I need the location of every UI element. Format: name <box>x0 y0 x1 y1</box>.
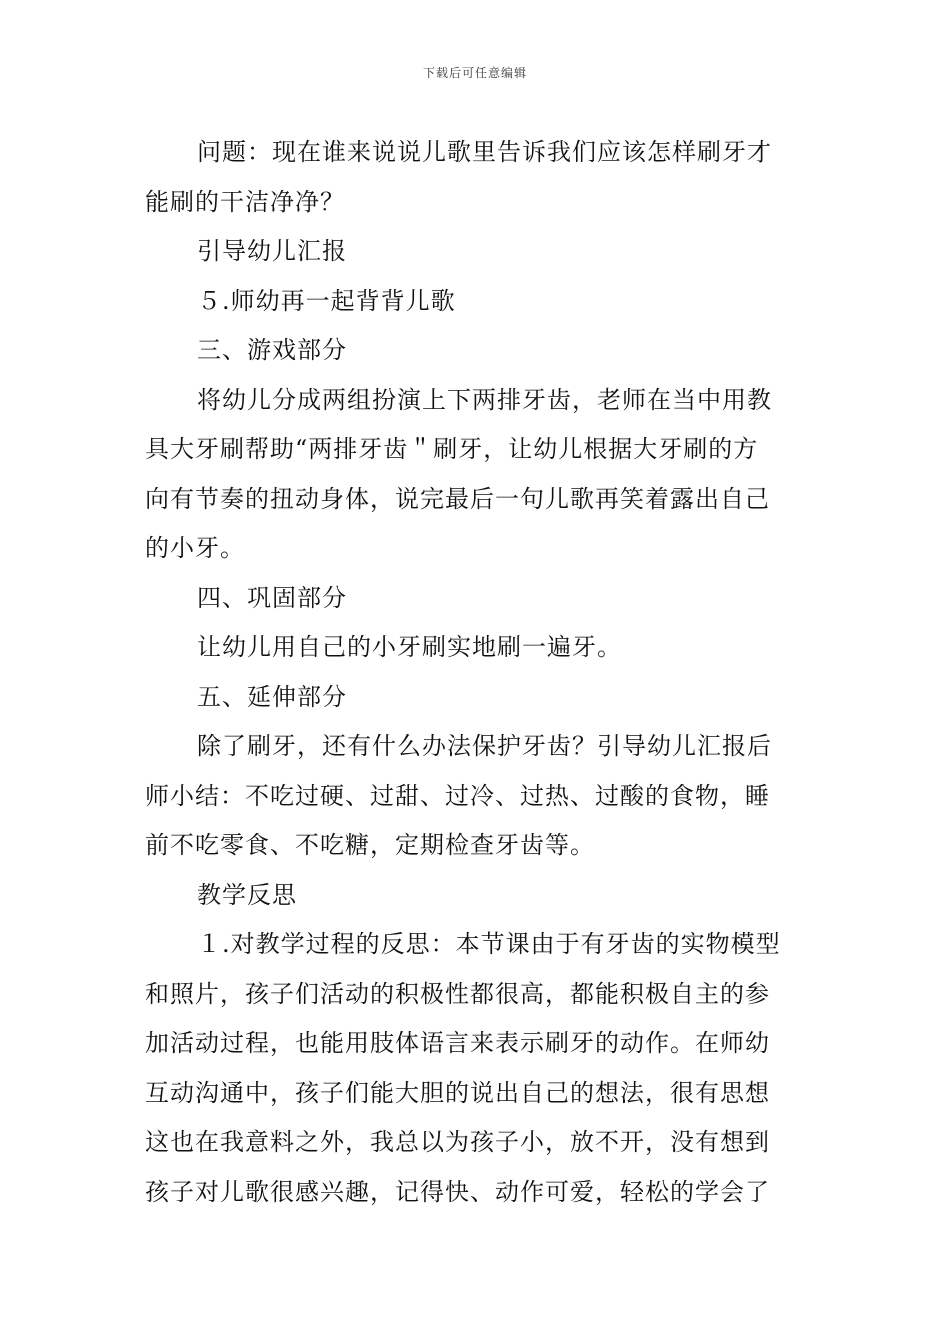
text-line: 向有节奏的扭动身体，说完最后一句儿歌再笑着露出自己 <box>145 484 770 513</box>
text-line: 教学反思 <box>197 880 297 909</box>
text-line: ５.师幼再一起背背儿歌 <box>197 286 456 315</box>
text-line: 五、延伸部分 <box>197 682 347 711</box>
page-header: 下载后可任意编辑 <box>422 66 527 80</box>
text-line: 让幼儿用自己的小牙刷实地刷一遍牙。 <box>197 633 622 661</box>
text-line: 和照片，孩子们活动的积极性都很高，都能积极自主的参 <box>145 979 770 1008</box>
section-heading-extension <box>145 673 810 723</box>
text-line: 除了刷牙，还有什么办法保护牙齿？引导幼儿汇报后 <box>197 732 772 760</box>
paragraph-game <box>145 376 810 574</box>
text-line: 加活动过程，也能用肢体语言来表示刷牙的动作。在师幼 <box>145 1029 770 1057</box>
text-line: 能刷的干洁净净？ <box>145 187 345 216</box>
text-line: 引导幼儿汇报 <box>197 237 347 265</box>
section-heading-reflection <box>145 871 810 921</box>
paragraph-step-5 <box>145 277 810 327</box>
text-line: 四、巩固部分 <box>197 583 347 612</box>
text-line: 具大牙刷帮助“两排牙齿＂刷牙，让幼儿根据大牙刷的方 <box>145 435 759 463</box>
section-heading-game <box>145 326 810 376</box>
paragraph-question <box>145 128 810 227</box>
text-line: 前不吃零食、不吃糖，定期检查牙齿等。 <box>145 831 595 859</box>
text-line: １.对教学过程的反思：本节课由于有牙齿的实物模型 <box>197 930 781 958</box>
paragraph-guide-report <box>145 227 810 277</box>
text-line: 互动沟通中，孩子们能大胆的说出自己的想法，很有思想 <box>145 1078 770 1107</box>
paragraph-consolidate <box>145 623 810 673</box>
text-line: 孩子对儿歌很感兴趣，记得快、动作可爱，轻松的学会了 <box>145 1177 770 1206</box>
text-line: 的小牙。 <box>145 534 245 562</box>
section-heading-consolidate <box>145 574 810 624</box>
text-line: 三、游戏部分 <box>197 336 347 364</box>
text-line: 问题：现在谁来说说儿歌里告诉我们应该怎样刷牙才 <box>197 138 772 166</box>
paragraph-extension <box>145 722 810 871</box>
text-line: 这也在我意料之外，我总以为孩子小，放不开，没有想到 <box>145 1128 770 1156</box>
document-body <box>145 128 810 1217</box>
text-line: 将幼儿分成两组扮演上下两排牙齿，老师在当中用教 <box>197 385 772 414</box>
paragraph-reflection <box>145 920 810 1217</box>
text-line: 师小结：不吃过硬、过甜、过冷、过热、过酸的食物，睡 <box>145 781 770 810</box>
